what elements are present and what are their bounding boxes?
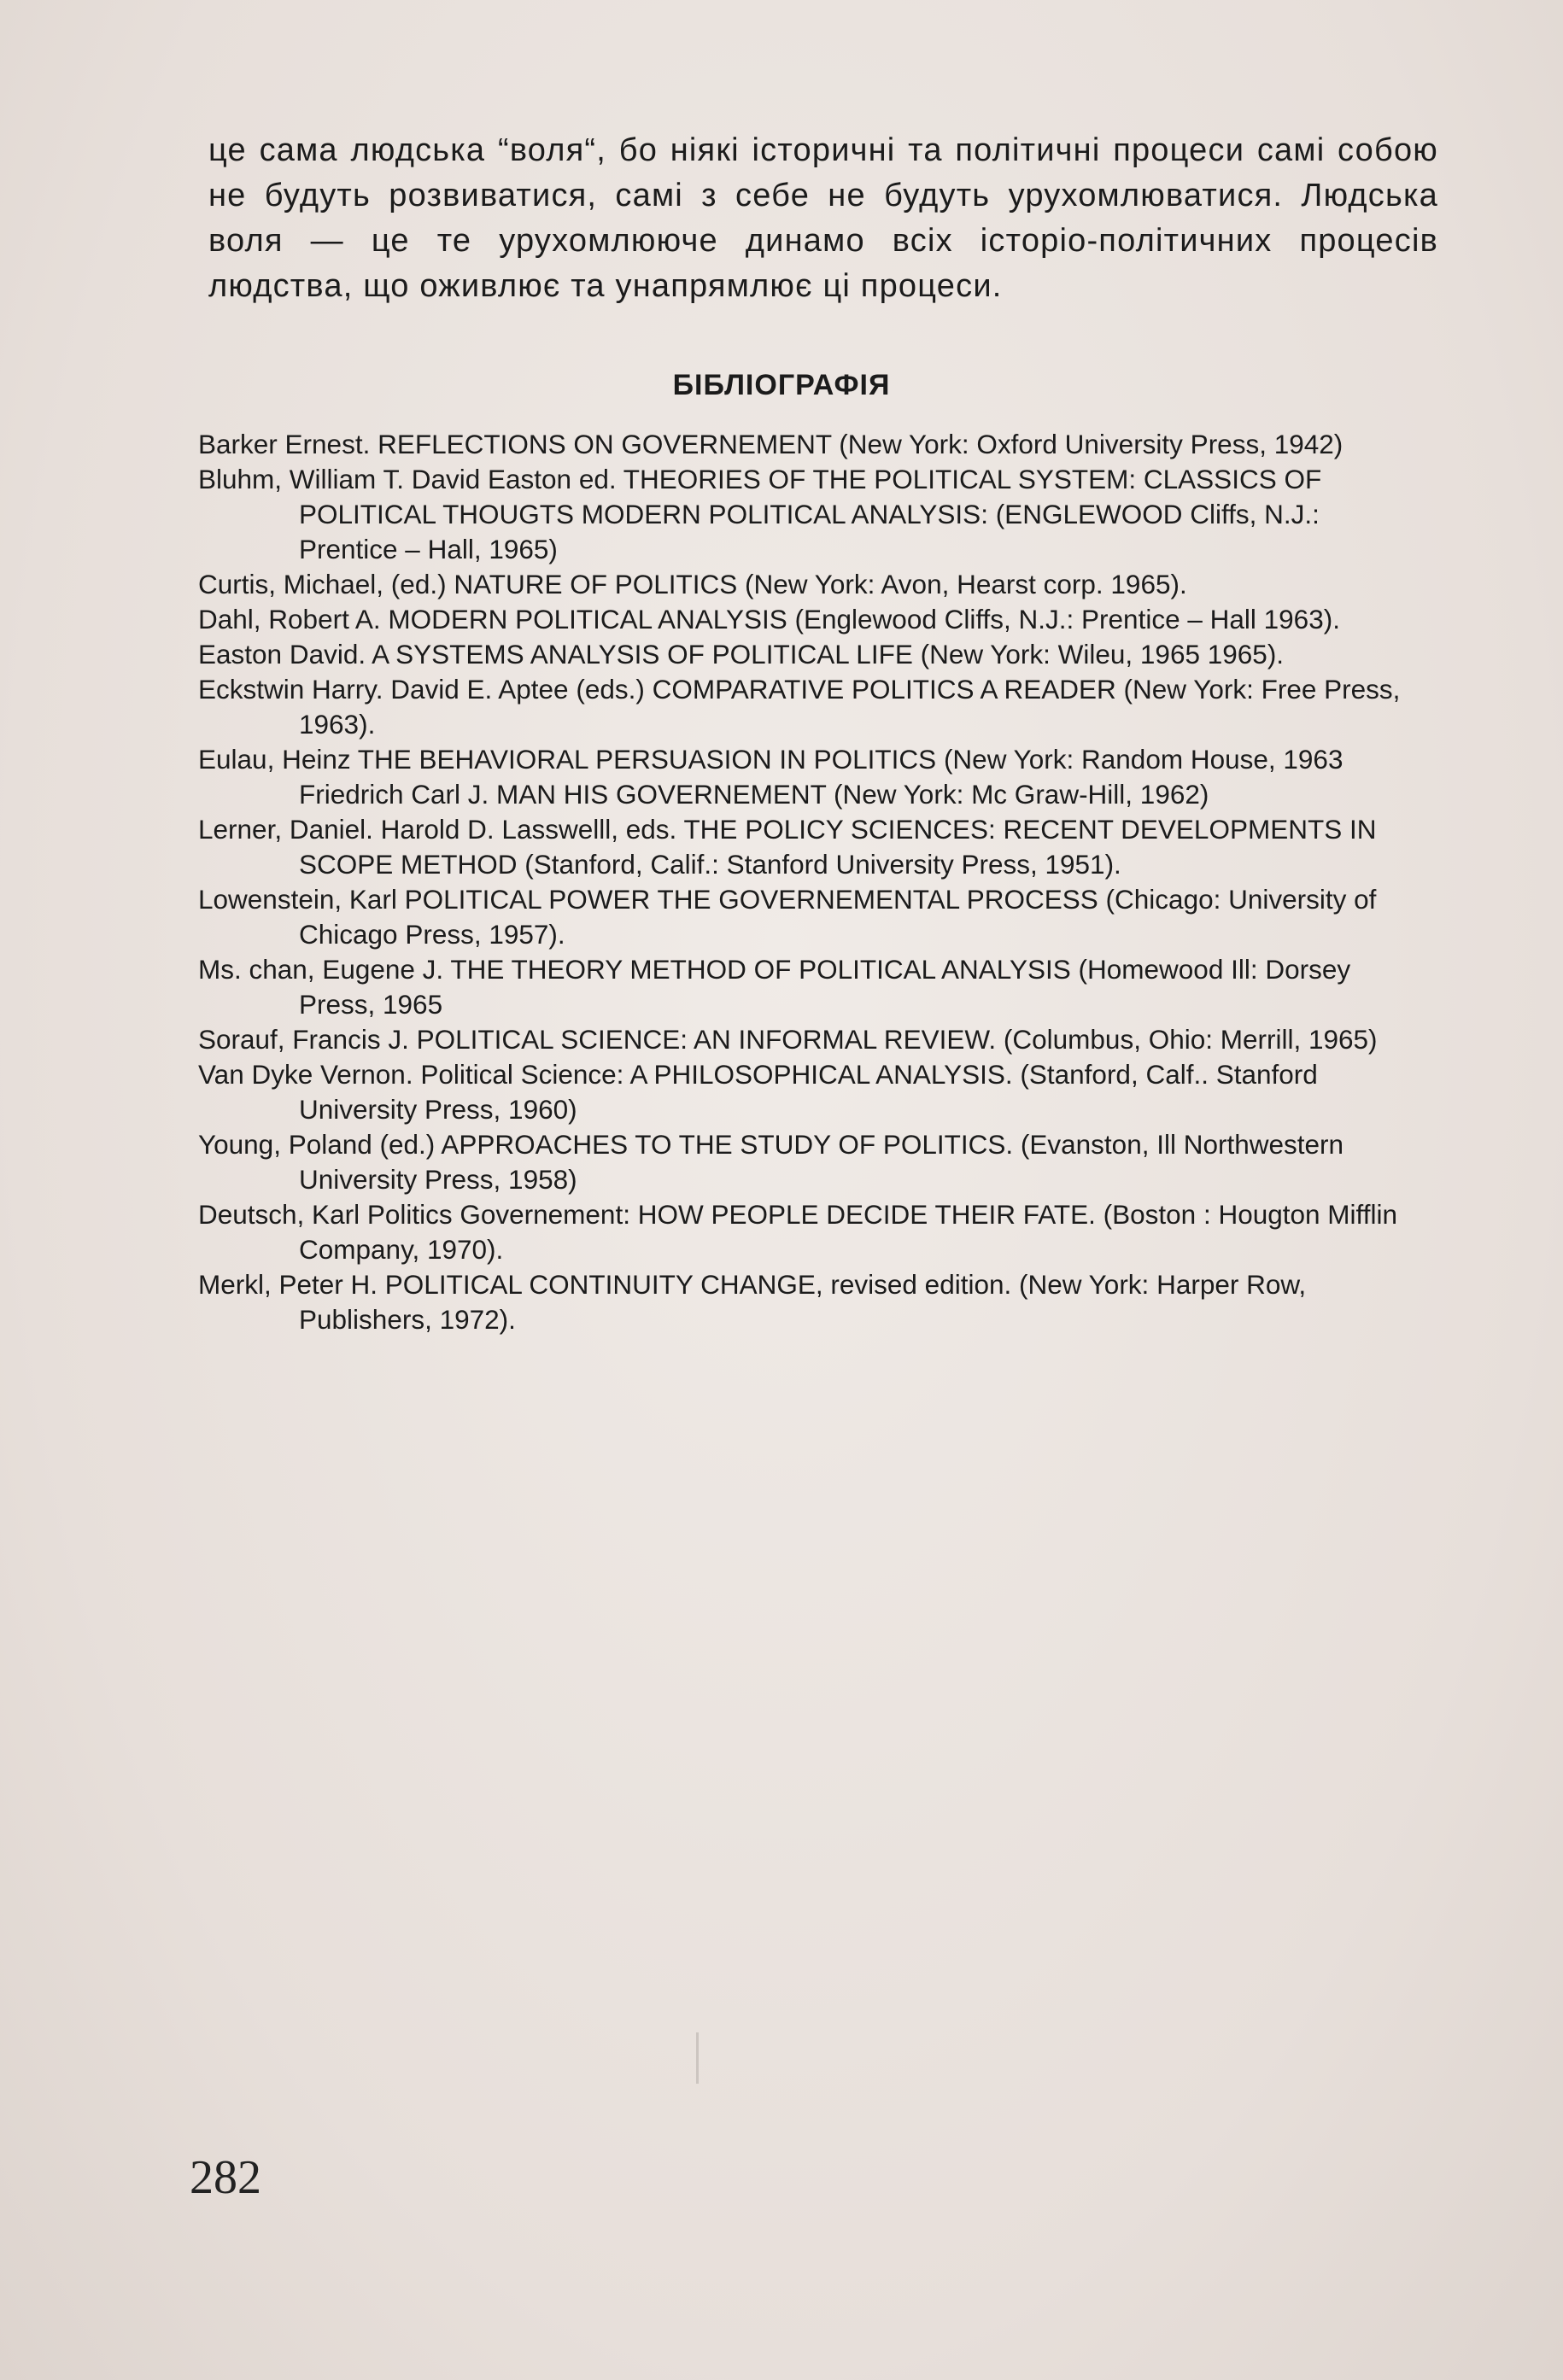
bibliography-entry: Curtis, Michael, (ed.) NATURE OF POLITICS (New York: Avon, Hearst corp. 1965).: [198, 569, 1187, 599]
bibliography-list: [198, 427, 1420, 1337]
bibliography-entry: Deutsch, Karl Politics Governement: HOW PEOPLE DECIDE THEIR FATE. (Boston : Hougton Mifflin Company, 1970).: [198, 1199, 1397, 1265]
page-number: 282: [190, 2151, 261, 2204]
bibliography-entry: Barker Ernest. REFLECTIONS ON GOVERNEMENT (New York: Oxford University Press, 1942): [198, 429, 1343, 459]
paper-speck: [696, 2032, 699, 2084]
bibliography-entry: Bluhm, William T. David Easton ed. THEORIES OF THE POLITICAL SYSTEM: CLASSICS OF POLITICAL THOUGTS MODERN POLITICAL ANALYSIS: (ENGLEWOOD Cliffs, N.J.: Prentice – Hall, 1965): [198, 464, 1322, 564]
intro-text-block: [208, 128, 1438, 309]
bibliography-heading: БІБЛІОГРАФІЯ: [672, 369, 891, 401]
bibliography-entry: Merkl, Peter H. POLITICAL CONTINUITY CHANGE, revised edition. (New York: Harper Row, Publishers, 1972).: [198, 1269, 1307, 1335]
bibliography-entry: Ms. chan, Eugene J. THE THEORY METHOD OF POLITICAL ANALYSIS (Homewood Ill: Dorsey Press, 1965: [198, 954, 1351, 1020]
bibliography-entry: Van Dyke Vernon. Political Science: A PHILOSOPHICAL ANALYSIS. (Stanford, Calf.. Stanford University Press, 1960): [198, 1059, 1318, 1125]
bibliography-entry: Young, Poland (ed.) APPROACHES TO THE STUDY OF POLITICS. (Evanston, Ill Northwestern University Press, 1958): [198, 1129, 1344, 1195]
bibliography-entry: Easton David. A SYSTEMS ANALYSIS OF POLITICAL LIFE (New York: Wileu, 1965 1965).: [198, 639, 1285, 670]
bibliography-entry: Lowenstein, Karl POLITICAL POWER THE GOVERNEMENTAL PROCESS (Chicago: University of Chicago Press, 1957).: [198, 884, 1377, 950]
bibliography-entry: Eulau, Heinz THE BEHAVIORAL PERSUASION IN POLITICS (New York: Random House, 1963 Friedrich Carl J. MAN HIS GOVERNEMENT (New York: Mc Graw-Hill, 1962): [198, 744, 1343, 810]
bibliography-entry: Eckstwin Harry. David E. Aptee (eds.) COMPARATIVE POLITICS A READER (New York: Free Press, 1963).: [198, 674, 1401, 740]
bibliography-entry: Sorauf, Francis J. POLITICAL SCIENCE: AN INFORMAL REVIEW. (Columbus, Ohio: Merrill, 1965): [198, 1024, 1378, 1055]
bibliography-entry: Lerner, Daniel. Harold D. Lasswelll, eds. THE POLICY SCIENCES: RECENT DEVELOPMENTS IN SCOPE METHOD (Stanford, Calif.: Stanford University Press, 1951).: [198, 814, 1377, 880]
intro-paragraph: це сама людська “воля“, бо ніякі історичні та політичні процеси самі собою не будуть розвиватися, самі з себе не будуть урухомлюватися. Людська воля — це те урухомлююче динамо всіх історіо-політичних процесів людства, що оживлює та унапрямлює ці процеси.: [208, 132, 1438, 304]
bibliography-entry: Dahl, Robert A. MODERN POLITICAL ANALYSIS (Englewood Cliffs, N.J.: Prentice – Hall 1963).: [198, 604, 1340, 634]
